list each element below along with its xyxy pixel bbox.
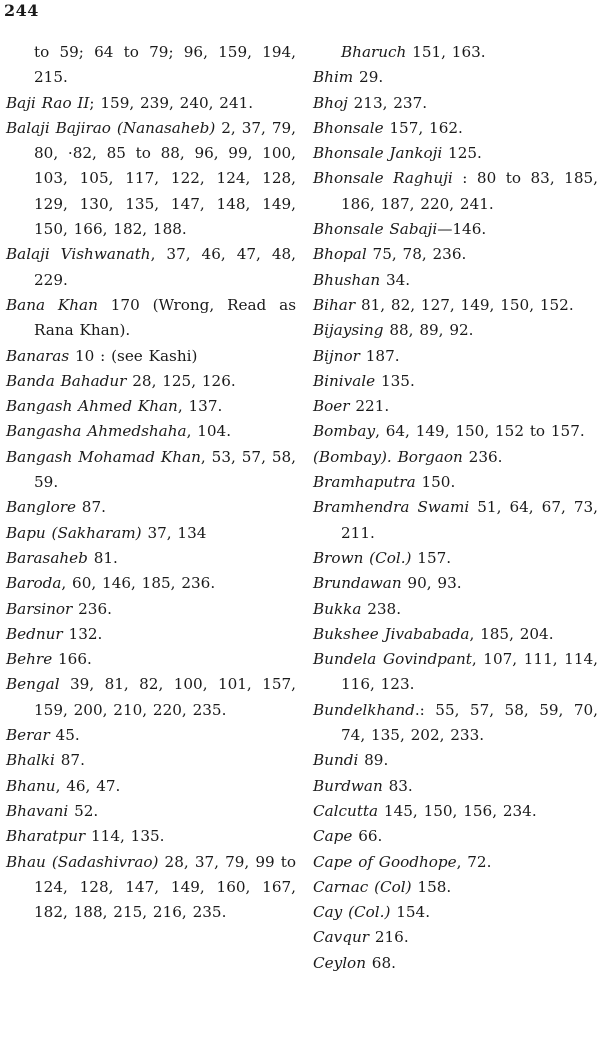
index-page-refs: 114, 135. [85, 827, 165, 846]
index-column-right [313, 40, 598, 976]
index-entry [313, 470, 598, 495]
index-entry [6, 774, 296, 799]
index-entry [313, 647, 598, 698]
index-page-refs: , 72. [456, 852, 492, 871]
index-entry [313, 748, 598, 773]
index-entry [313, 40, 598, 65]
index-entry [6, 293, 296, 344]
index-entry [6, 40, 296, 91]
index-term: Bukshee Jivababada [313, 624, 470, 643]
index-term: Bukka [313, 599, 362, 618]
index-term: Bijnor [313, 346, 360, 365]
index-entry [6, 242, 296, 293]
index-entry [6, 723, 296, 748]
index-term: Bhonsale Sabaji [313, 220, 438, 239]
index-page-refs: 90, 93. [401, 574, 462, 593]
index-term: Bundi [313, 751, 359, 770]
index-page-refs: 236. [462, 447, 503, 466]
index-page-refs: 68. [365, 953, 396, 972]
index-term: Cay (Col.) [313, 903, 391, 922]
index-page-refs: 83. [382, 776, 413, 795]
index-entry [313, 571, 598, 596]
index-term: Brundawan [313, 574, 402, 593]
index-entry [313, 597, 598, 622]
index-term: Bednur [6, 624, 63, 643]
index-page-refs: 132. [62, 624, 103, 643]
index-entry [313, 141, 598, 166]
index-page-refs: 66. [352, 827, 383, 846]
index-term: Binivale [313, 371, 376, 390]
index-term: Calcutta [313, 801, 379, 820]
index-column-left [6, 40, 296, 925]
index-entry [313, 166, 598, 217]
index-page-refs: to 59; 64 to 79; 96, 159, 194, 215. [34, 43, 296, 87]
index-page-refs: 236. [72, 599, 112, 618]
index-term: Banaras [6, 346, 70, 365]
index-page-refs: .: 55, 57, 58, 59, 70, 74, 135, 202, 233. [341, 700, 598, 745]
index-term: Barasaheb [6, 548, 88, 567]
page-number: 244 [4, 1, 39, 20]
index-page-refs: 157. [411, 548, 452, 567]
index-entry [313, 925, 598, 950]
index-entry [6, 824, 296, 849]
index-entry [313, 344, 598, 369]
index-entry [6, 369, 296, 394]
index-page-refs: 125. [442, 144, 482, 163]
index-term: Bihar [313, 295, 356, 314]
index-entry [313, 900, 598, 925]
index-page-refs: 154. [390, 903, 431, 922]
index-page-refs: 135. [375, 371, 415, 390]
index-entry [313, 622, 598, 647]
index-entry [6, 799, 296, 824]
index-page-refs: 51, 64, 67, 73, 211. [341, 498, 598, 542]
index-page-refs: , 53, 57, 58, 59. [34, 447, 296, 492]
index-term: (Bombay). Borgaon [313, 447, 463, 466]
index-entry [313, 293, 598, 318]
index-entry [6, 394, 296, 419]
index-term: Banglore [6, 498, 76, 517]
index-term: Bhonsale Raghuji [313, 169, 453, 188]
index-entry [6, 546, 296, 571]
index-page-refs: 81. [87, 548, 118, 567]
index-page-refs: 221. [349, 397, 390, 416]
index-page-refs: : 80 to 83, 185, 186, 187, 220, 241. [341, 169, 598, 213]
index-term: Balaji Vishwanath [6, 245, 151, 264]
index-page-refs: , 185, 204. [469, 624, 554, 643]
index-entry [313, 951, 598, 976]
index-entry [313, 698, 598, 749]
index-entry [313, 369, 598, 394]
index-term: Bhopal [313, 245, 367, 264]
index-page-refs: , 64, 149, 150, 152 to 157. [375, 422, 585, 441]
index-term: Bhonsale [313, 118, 384, 137]
index-page-refs: 216. [369, 928, 409, 947]
index-entry [6, 748, 296, 773]
index-entry [6, 495, 296, 520]
index-page-refs: , 137. [177, 397, 223, 416]
index-term: Bangasha Ahmedshaha [6, 422, 187, 441]
index-entry [313, 774, 598, 799]
index-term: Bhushan [313, 270, 381, 289]
index-term: Bundela Govindpant [313, 650, 472, 669]
index-term: Bengal [6, 675, 60, 694]
index-page-refs: 75, 78, 236. [366, 245, 467, 264]
index-entry [313, 445, 598, 470]
index-page-refs: 52. [68, 801, 99, 820]
index-term: Baji Rao II [6, 93, 90, 112]
index-entry [6, 419, 296, 444]
index-page-refs: 28, 37, 79, 99 to 124, 128, 147, 149, 160, 167, 182, 188, 215, 216, 235. [34, 852, 297, 922]
index-term: Bana Khan [6, 295, 98, 314]
index-term: Ceylon [313, 953, 366, 972]
index-term: Balaji Bajirao (Nanasaheb) [6, 118, 216, 137]
index-entry [6, 91, 296, 116]
index-page-refs: 2, 37, 79, 80, ·82, 85 to 88, 96, 99, 100, 103, 105, 117, 122, 124, 128, 129, 130, 135, 147, 148, 149, 150, 166, 182, 188. [34, 118, 296, 239]
index-term: Bijaysing [313, 321, 384, 340]
index-page-refs: 157, 162. [383, 118, 463, 137]
index-page-refs: , 107, 111, 114, 116, 123. [341, 650, 598, 694]
index-page-refs: , 60, 146, 185, 236. [61, 574, 216, 593]
index-term: Cape [313, 827, 353, 846]
index-page-refs: 34. [380, 270, 411, 289]
index-page-refs: 29. [353, 68, 384, 87]
index-term: Behre [6, 650, 53, 669]
index-page-refs: 87. [54, 751, 85, 770]
index-page-refs: 158. [411, 877, 452, 896]
index-term: Bhim [313, 68, 354, 87]
index-entry [313, 65, 598, 90]
index-page-refs: , 46, 47. [55, 776, 121, 795]
index-term: Bhanu [6, 776, 56, 795]
index-page-refs: 39, 81, 82, 100, 101, 157, 159, 200, 210, 220, 235. [34, 675, 296, 719]
index-term: Burdwan [313, 776, 383, 795]
index-term: Bundelkhand [313, 700, 415, 719]
index-entry [6, 850, 296, 926]
index-entry [313, 394, 598, 419]
index-entry [6, 445, 296, 496]
index-page-refs: 145, 150, 156, 234. [378, 801, 537, 820]
index-term: Baroda [6, 574, 62, 593]
index-page-refs: 87. [75, 498, 106, 517]
index-page-refs: 151, 163. [406, 43, 486, 61]
index-term: Boer [313, 397, 350, 416]
index-entry [313, 850, 598, 875]
index-term: Bapu (Sakharam) [6, 523, 142, 542]
index-term: Bombay [313, 422, 376, 441]
index-entry [313, 875, 598, 900]
index-page-refs: 170 (Wrong, Read as Rana Khan). [34, 295, 297, 340]
index-term: Bhavani [6, 801, 69, 820]
index-entry [6, 116, 296, 242]
index-page-refs: 81, 82, 127, 149, 150, 152. [355, 295, 574, 314]
index-page-refs: ; 159, 239, 240, 241. [89, 93, 254, 112]
index-page-refs: 28, 125, 126. [126, 371, 236, 390]
index-term: Cavqur [313, 928, 370, 947]
index-entry [313, 268, 598, 293]
index-term: Bhau (Sadashivrao) [6, 852, 159, 871]
index-term: Bharatpur [6, 827, 86, 846]
index-term: Bramhaputra [313, 473, 416, 492]
index-page-refs: —146. [437, 220, 487, 239]
index-page-refs: , 37, 46, 47, 48, 229. [34, 245, 296, 289]
index-page-refs: 238. [361, 599, 402, 618]
index-entry [6, 622, 296, 647]
index-entry [313, 242, 598, 267]
index-term: Berar [6, 726, 50, 745]
index-page-refs: , 104. [186, 422, 232, 441]
index-term: Cape of Goodhope [313, 852, 457, 871]
index-page-refs: 45. [49, 726, 80, 745]
index-entry [6, 521, 296, 546]
index-page-refs: 150. [415, 473, 456, 492]
index-page-refs: 187. [359, 346, 400, 365]
index-term: Carnac (Col) [313, 877, 412, 896]
index-entry [313, 116, 598, 141]
index-term: Bhalki [6, 751, 55, 770]
index-entry [6, 571, 296, 596]
index-term: Bhoj [313, 93, 348, 112]
index-term: Banda Bahadur [6, 371, 127, 390]
index-entry [313, 824, 598, 849]
index-entry [313, 217, 598, 242]
index-entry [313, 546, 598, 571]
index-entry [6, 344, 296, 369]
index-entry [6, 597, 296, 622]
index-term: Bharuch [341, 43, 407, 61]
index-page-refs: 88, 89, 92. [383, 321, 474, 340]
index-term: Brown (Col.) [313, 548, 412, 567]
index-term: Bangash Mohamad Khan [6, 447, 201, 466]
index-page-refs: 166. [52, 650, 92, 669]
index-term: Bhonsale Jankoji [313, 144, 443, 163]
index-entry [313, 419, 598, 444]
index-term: Bramhendra Swami [313, 498, 470, 517]
index-page-refs: 213, 237. [347, 93, 428, 112]
index-page-refs: 37, 134 [141, 523, 207, 542]
index-entry [313, 318, 598, 343]
index-page-refs: 10 : (see Kashi) [69, 346, 198, 365]
index-entry [313, 495, 598, 546]
index-entry [313, 799, 598, 824]
index-entry [313, 91, 598, 116]
index-page-refs: 89. [358, 751, 389, 770]
index-entry [6, 647, 296, 672]
index-entry [6, 672, 296, 723]
index-term: Bangash Ahmed Khan [6, 397, 178, 416]
index-term: Barsinor [6, 599, 73, 618]
